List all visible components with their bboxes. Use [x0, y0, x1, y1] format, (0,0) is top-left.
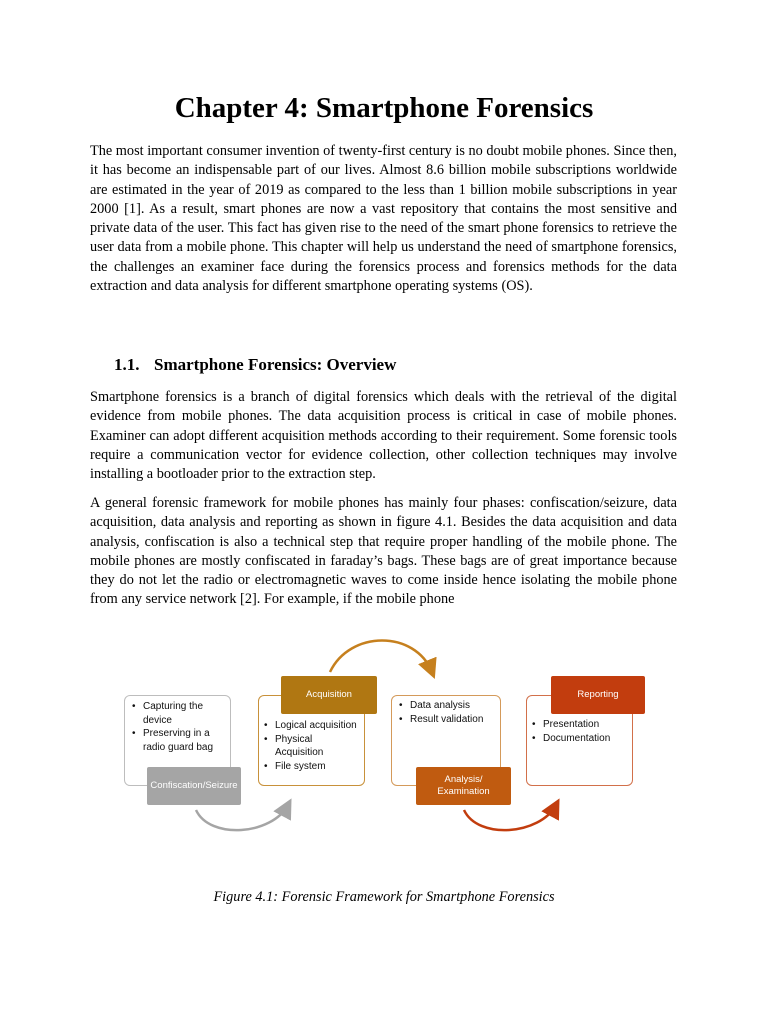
list-item: • Capturing the device	[143, 700, 226, 727]
phase-label-analysis	[416, 767, 511, 805]
arrow-analysis-to-reporting	[464, 805, 556, 830]
figure-caption: Figure 4.1: Forensic Framework for Smartphone Forensics	[213, 889, 555, 905]
arrow-seizure-to-acquisition	[196, 805, 288, 830]
phase-label-acquisition: Acquisition	[281, 676, 377, 714]
phase-label-seizure: Confiscation/Seizure	[147, 767, 241, 805]
forensic-framework-diagram	[0, 630, 768, 850]
list-item: • Preserving in a radio guard bag	[143, 727, 226, 754]
page-title: Chapter 4: Smartphone Forensics	[174, 92, 594, 124]
list-item: • File system	[275, 760, 360, 774]
list-item: • Result validation	[410, 713, 496, 727]
list-item: • Documentation	[543, 732, 628, 746]
list-item: • Data analysis	[410, 699, 496, 713]
section-paragraph: A general forensic framework for mobile phones has mainly four phases: confiscation/seizure, data acquisition, data analysis and reporting as shown in figure 4.1. Besides the data acquisition and data analysis, confiscation is also a technical step that require proper handling of the mobile phone. The mobile phones are mostly confiscated in faraday’s bags. These bags are of great importance because they do not let the radio or electromagnetic waves to come inside hence isolating the mobile phone from any service network [2]. For example, if the mobile phone	[90, 495, 677, 608]
section-title: Smartphone Forensics: Overview	[154, 355, 397, 374]
phase-label-reporting: Reporting	[551, 676, 645, 714]
intro-paragraph: The most important consumer invention of twenty-first century is no doubt mobile phones. Since then, it has become an indispensable part of our lives. Almost 8.6 billion mobile subscriptions worldwide are estimated in the year of 2019 as compared to the less than 1 billion mobile subscriptions in year 2000 [1]. As a result, smart phones are now a vast repository that contains the most sensitive and private data of the user. This fact has given rise to the need of the smart phone forensics to retrieve the user data from a mobile phone. This chapter will help us understand the need of smartphone forensics, the challenges an examiner face during the forensics process and forensics methods for the data extraction and data analysis for different smartphone operating systems (OS).	[90, 143, 677, 295]
diagram-arrows	[0, 630, 768, 850]
section-paragraph: Smartphone forensics is a branch of digital forensics which deals with the retrieval of the digital evidence from mobile phones. The data acquisition process is critical in case of mobile phones. Examiner can adopt different acquisition methods according to their requirement. Some forensic tools require a communication vector for evidence collection, other collection techniques may involve installing a bootloader prior to the extraction step.	[90, 389, 677, 483]
phase-label-line: Analysis/	[444, 774, 483, 785]
section-number: 1.1.	[114, 355, 140, 374]
phase-label-line: Examination	[437, 786, 490, 797]
list-item: • Presentation	[543, 718, 628, 732]
list-item: • Physical Acquisition	[275, 733, 360, 760]
list-item: • Logical acquisition	[275, 719, 360, 733]
section-heading	[114, 355, 396, 375]
arrow-acquisition-to-analysis	[330, 641, 432, 673]
